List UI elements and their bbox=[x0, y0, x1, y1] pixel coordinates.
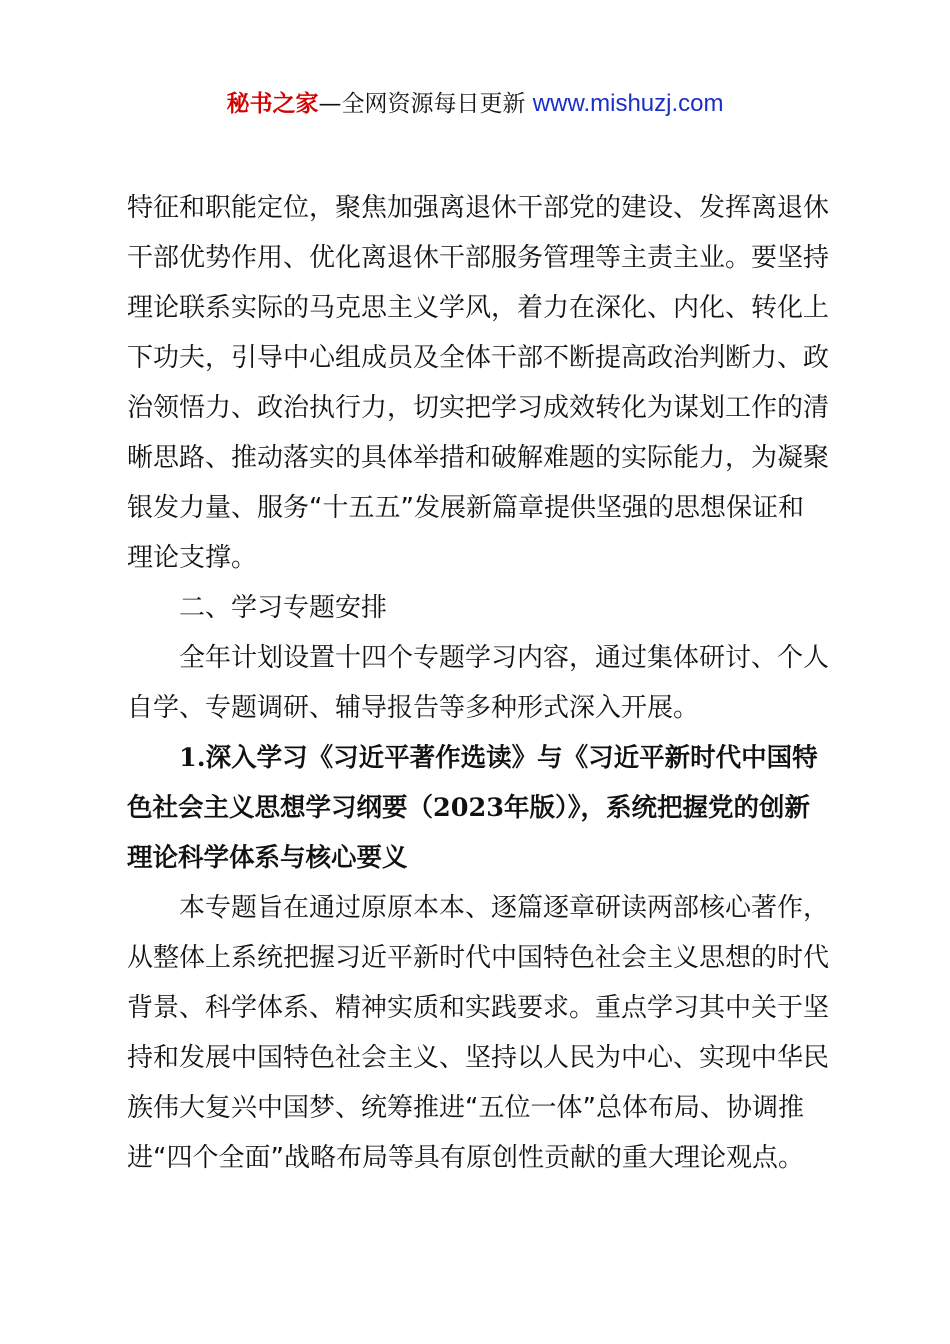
body-line: 银发力量、服务“十五五”发展新篇章提供坚强的思想保证和 bbox=[127, 493, 804, 523]
brand-name: 秘书之家 bbox=[226, 91, 319, 117]
body-line: 干部优势作用、优化离退休干部服务管理等主责主业。要坚持 bbox=[127, 243, 830, 273]
body-line: 持和发展中国特色社会主义、坚持以人民为中心、实现中华民 bbox=[127, 1043, 830, 1073]
section-heading: 二、学习专题安排 bbox=[179, 593, 388, 623]
page-header bbox=[0, 86, 950, 122]
body-line: 理论支撑。 bbox=[127, 543, 258, 573]
site-url[interactable]: www.mishuzj.com bbox=[532, 90, 724, 117]
topic-heading: 1.深入学习《习近平著作选读》与《习近平新时代中国特 bbox=[179, 743, 818, 773]
header-tagline: —全网资源每日更新 bbox=[318, 91, 533, 117]
body-line: 全年计划设置十四个专题学习内容，通过集体研讨、个人 bbox=[179, 643, 830, 673]
body-line: 背景、科学体系、精神实质和实践要求。重点学习其中关于坚 bbox=[127, 993, 830, 1023]
topic-heading: 理论科学体系与核心要义 bbox=[127, 843, 408, 873]
body-line: 从整体上系统把握习近平新时代中国特色社会主义思想的时代 bbox=[127, 943, 830, 973]
body-line: 特征和职能定位，聚焦加强离退休干部党的建设、发挥离退休 bbox=[127, 193, 830, 223]
body-line: 本专题旨在通过原原本本、逐篇逐章研读两部核心著作， bbox=[179, 893, 830, 923]
body-line: 进“四个全面”战略布局等具有原创性贡献的重大理论观点。 bbox=[127, 1143, 804, 1173]
body-line: 自学、专题调研、辅导报告等多种形式深入开展。 bbox=[127, 693, 700, 723]
body-line: 治领悟力、政治执行力，切实把学习成效转化为谋划工作的清 bbox=[127, 393, 830, 423]
body-line: 族伟大复兴中国梦、统筹推进“五位一体”总体布局、协调推 bbox=[127, 1093, 804, 1123]
body-line: 理论联系实际的马克思主义学风，着力在深化、内化、转化上 bbox=[127, 293, 830, 323]
topic-heading: 色社会主义思想学习纲要（2023年版）》，系统把握党的创新 bbox=[127, 793, 810, 823]
body-line: 晰思路、推动落实的具体举措和破解难题的实际能力，为凝聚 bbox=[127, 443, 830, 473]
document-body bbox=[127, 183, 833, 1183]
body-line: 下功夫，引导中心组成员及全体干部不断提高政治判断力、政 bbox=[127, 343, 830, 373]
